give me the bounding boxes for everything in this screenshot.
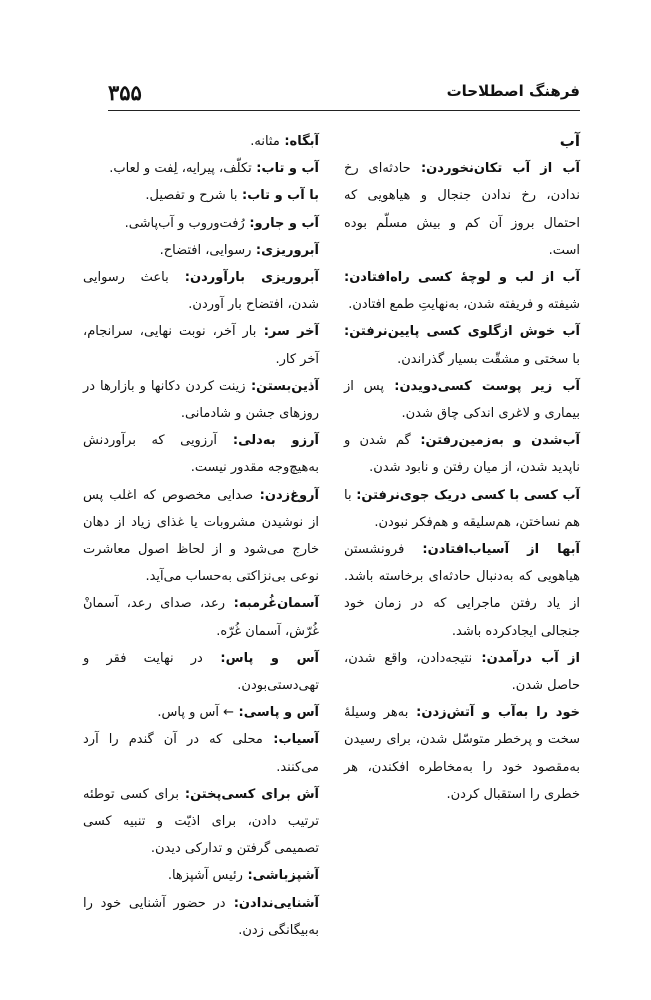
- entry-definition: زینت کردن دکانها و بازارها در روزهای جشن و شادمانی.: [83, 378, 319, 422]
- entry-definition: فرونشستن هیاهویی که به‌دنبال حادثه‌ای برخاسته باشد. از یاد رفتن ماجرایی که در زمان خود جنجالی ایجادکرده باشد.: [344, 542, 580, 639]
- dictionary-entry: [83, 318, 319, 372]
- entry-term: آبروریزی بارآوردن :: [169, 270, 319, 285]
- right-column: [344, 128, 580, 808]
- dictionary-entry: [344, 155, 580, 264]
- entry-definition: آرزویی که برآوردنش به‌هیچ‌وجه مقدور نیست.: [83, 433, 319, 476]
- entry-term: آب خوش ازگلوی کسی پایین‌نرفتن :: [344, 324, 580, 339]
- dictionary-entry: [344, 373, 580, 427]
- left-entries: [83, 128, 319, 944]
- entry-definition: برای کسی توطئه ترتیب دادن، برای اذیّت و تنبیه کسی تصمیمی گرفتن و تدارکی دیدن.: [83, 786, 319, 857]
- dictionary-entry: [83, 182, 319, 209]
- entry-term: خود را به‌آب و آتش‌زدن :: [408, 705, 580, 720]
- entry-term: آسیاب :: [263, 732, 319, 747]
- dictionary-entry: [344, 645, 580, 699]
- entry-term: آب و تاب :: [252, 161, 319, 176]
- entry-definition: پس از بیماری و لاغری اندکی چاق شدن.: [344, 378, 580, 422]
- entry-definition: مثانه.: [250, 134, 280, 149]
- entry-term: آب کسی با کسی دریک جوی‌نرفتن :: [352, 488, 580, 503]
- dictionary-entry: [344, 264, 580, 318]
- entry-term: آس و پاس :: [203, 651, 319, 666]
- entry-term: آب و جارو :: [245, 216, 319, 231]
- running-title: فرهنگ اصطلاحات: [446, 82, 580, 100]
- dictionary-entry: [83, 264, 319, 318]
- entry-definition: گم شدن و ناپدید شدن، از میان رفتن و نابود شدن.: [344, 433, 580, 476]
- dictionary-entry: [83, 210, 319, 237]
- entry-term: آبگاه :: [280, 134, 319, 149]
- entry-definition: حادثه‌ای رخ ندادن، رخ ندادن جنجال و هیاهویی که احتمال بروز آن کم و بیش مسلّم بوده است.: [344, 161, 580, 258]
- entry-term: آسمان‌غُرمبه :: [225, 596, 319, 611]
- entry-term: آب از آب تکان‌نخوردن :: [411, 161, 580, 176]
- dictionary-entry: [344, 482, 580, 536]
- dictionary-entry: [83, 373, 319, 427]
- right-entries: [344, 155, 580, 808]
- entry-term: با آب و تاب :: [237, 188, 319, 203]
- entry-definition: نتیجه‌دادن، واقع شدن، حاصل شدن.: [344, 650, 580, 694]
- dictionary-entry: [83, 862, 319, 889]
- dictionary-entry: [83, 482, 319, 591]
- entry-term: از آب درآمدن :: [472, 651, 580, 666]
- entry-term: آبروریزی :: [251, 243, 319, 258]
- entry-definition: با سختی و مشقّت بسیار گذراندن.: [397, 351, 580, 367]
- dictionary-entry: [83, 781, 319, 863]
- entry-definition: تکلّف، پیرایه، لِفت و لعاب.: [109, 161, 252, 177]
- entry-term: آبها از آسیاب‌افتادن :: [404, 542, 580, 557]
- dictionary-entry: [83, 699, 319, 726]
- entry-term: آروغ‌زدن :: [253, 488, 319, 503]
- entry-definition: بار آخر، نوبت نهایی، سرانجام، آخر کار.: [83, 324, 319, 367]
- entry-definition: رسوایی، افتضاح.: [159, 242, 252, 258]
- dictionary-entry: [344, 699, 580, 808]
- left-column: [83, 128, 319, 944]
- dictionary-entry: [83, 128, 319, 155]
- entry-term: آشپزباشی :: [243, 868, 319, 883]
- dictionary-entry: [344, 427, 580, 481]
- entry-definition: با هم نساختن، هم‌سلیقه و هم‌فکر نبودن.: [344, 487, 580, 530]
- entry-definition: به‌هر وسیلهٔ سخت و پرخطر متوسّل شدن، برای رسیدن به‌مقصود خود را به‌مخاطره افکندن، هر خطری را استقبال کردن.: [344, 705, 580, 802]
- dictionary-entry: [83, 645, 319, 699]
- entry-definition: در نهایت فقر و تهی‌دستی‌بودن.: [83, 650, 319, 694]
- entry-definition: ← آس و پاس.: [157, 705, 235, 721]
- entry-term: آب زیر پوست کسی‌دویدن :: [384, 379, 580, 394]
- dictionary-entry: [83, 427, 319, 481]
- entry-definition: شیفته و فریفته شدن، به‌نهایتِ طمع افتادن.: [348, 297, 580, 313]
- entry-definition: باعث رسوایی شدن، افتضاح بار آوردن.: [83, 270, 319, 313]
- section-letter: آب: [559, 132, 580, 150]
- dictionary-entry: [83, 590, 319, 644]
- page-header: [108, 80, 580, 106]
- entry-definition: محلی که در آن گندم را آرد می‌کنند.: [83, 732, 319, 775]
- page-number: ۳۵۵: [108, 80, 142, 105]
- entry-term: آخر سر :: [256, 324, 319, 339]
- entry-term: آشنایی‌ندادن :: [226, 896, 319, 911]
- entry-definition: رعد، صدای رعد، آسمانْ غُرّش، آسمان غُرّه.: [83, 596, 319, 639]
- entry-term: آب‌شدن و به‌زمین‌رفتن :: [411, 433, 580, 448]
- entry-definition: با شرح و تفصیل.: [145, 188, 238, 204]
- dictionary-entry: [83, 890, 319, 944]
- entry-definition: صدایی مخصوص که اغلب پس از نوشیدن مشروبات یا غذای زیاد از دهان خارج می‌شود و از لحاظ اصول معاشرت نوعی بی‌نزاکتی به‌حساب می‌آید.: [83, 487, 319, 585]
- dictionary-entry: [83, 726, 319, 780]
- header-rule: [108, 110, 580, 111]
- dictionary-entry: [344, 318, 580, 372]
- entry-term: آش برای کسی‌پختن :: [179, 787, 319, 802]
- entry-term: آب از لب و لوچهٔ کسی راه‌افتادن :: [344, 270, 580, 285]
- dictionary-entry: [83, 155, 319, 182]
- entry-definition: در حضور آشنایی خود را به‌بیگانگی زدن.: [83, 895, 319, 938]
- entry-definition: رئیس آشپزها.: [167, 868, 243, 884]
- entry-term: آس و پاسی :: [234, 705, 319, 720]
- entry-term: آذین‌بستن :: [246, 379, 319, 394]
- entry-definition: رُفت‌وروب و آب‌پاشی.: [124, 215, 245, 231]
- dictionary-entry: [83, 237, 319, 264]
- dictionary-entry: [344, 536, 580, 645]
- entry-term: آرزو به‌دلی :: [217, 433, 319, 448]
